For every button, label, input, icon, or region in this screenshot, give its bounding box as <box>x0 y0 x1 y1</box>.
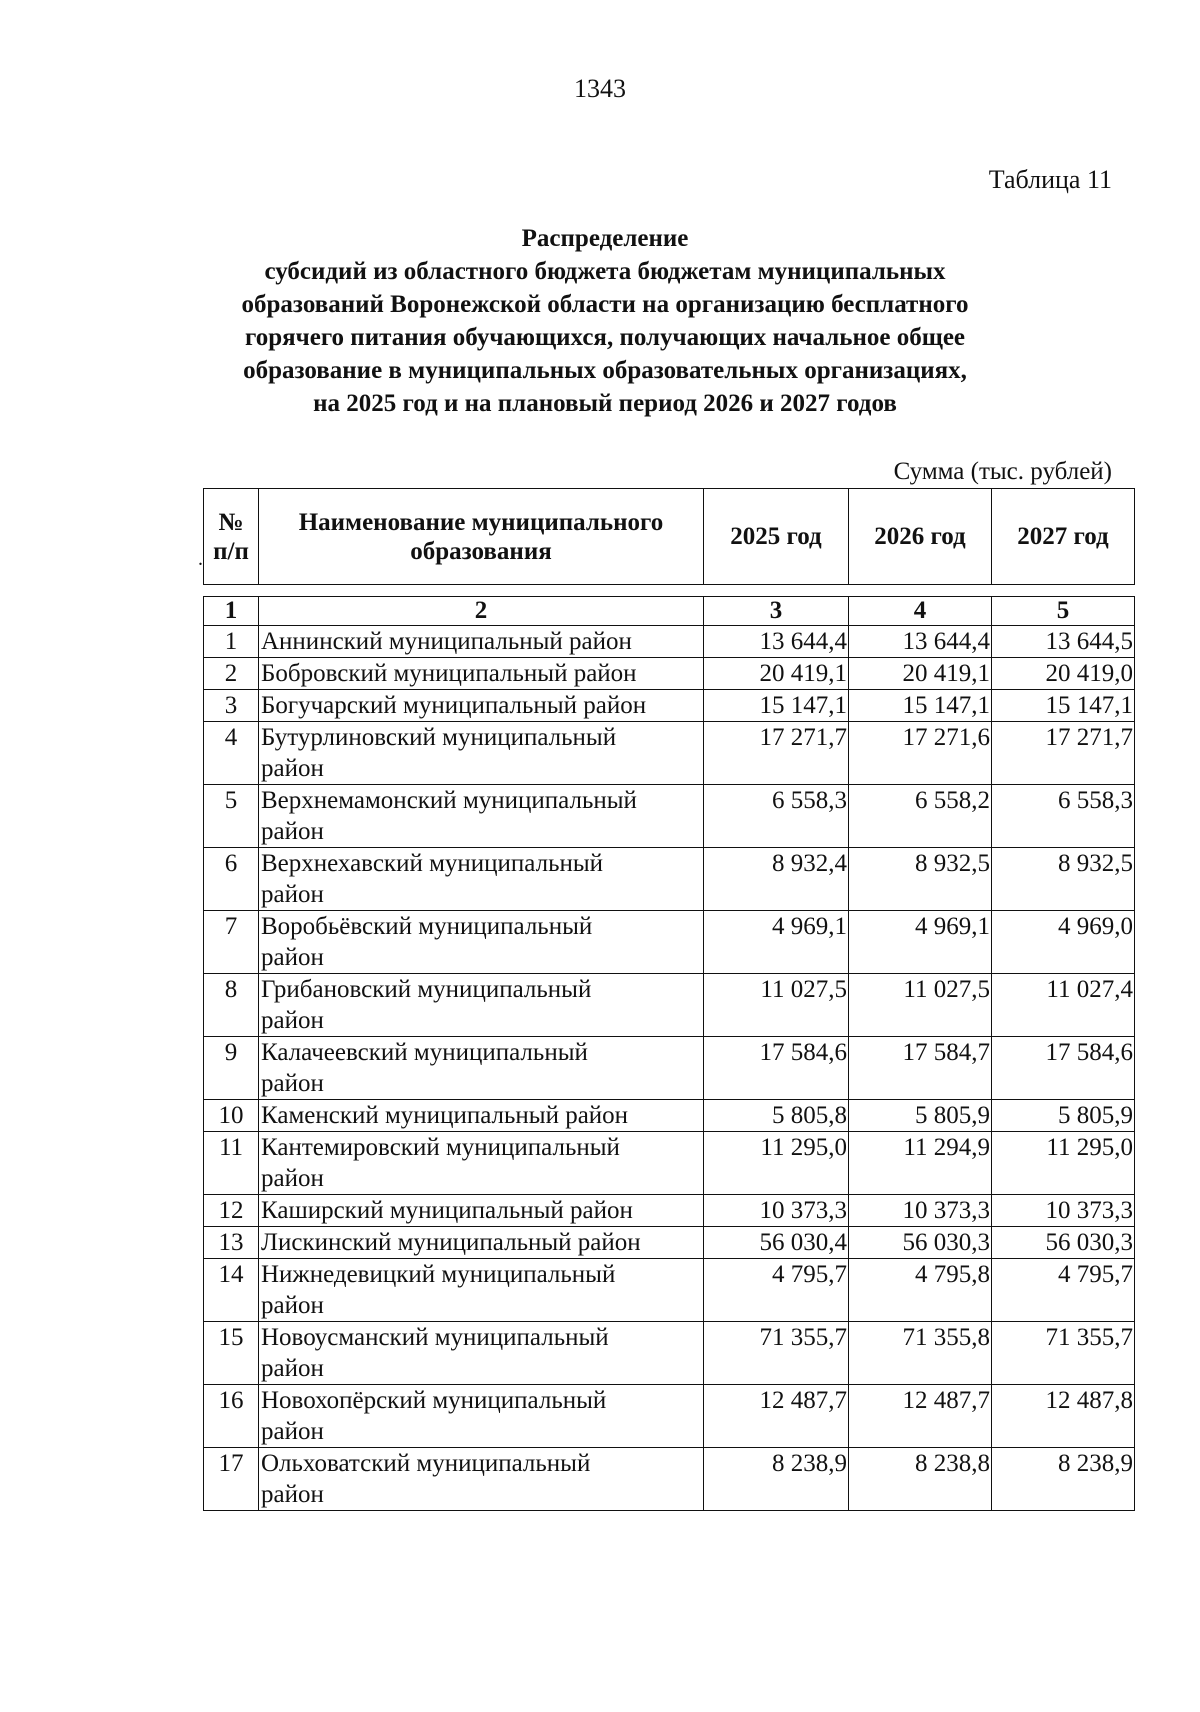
municipality-name-line: Ольховатский муниципальный <box>261 1450 591 1477</box>
table-row <box>204 1322 1135 1385</box>
row-number: 6 <box>204 848 259 911</box>
amount-2027: 8 932,5 <box>992 848 1135 911</box>
amount-2025: 71 355,7 <box>704 1322 849 1385</box>
amount-2027: 17 271,7 <box>992 722 1135 785</box>
amount-2026: 17 584,7 <box>849 1037 992 1100</box>
amount-2025: 17 271,7 <box>704 722 849 785</box>
amount-2025: 15 147,1 <box>704 690 849 722</box>
municipality-name <box>259 848 704 911</box>
row-number: 3 <box>204 690 259 722</box>
row-number: 17 <box>204 1448 259 1511</box>
municipality-name <box>259 911 704 974</box>
municipality-name <box>259 1132 704 1195</box>
amount-2025: 11 295,0 <box>704 1132 849 1195</box>
municipality-name-line: район <box>261 818 324 845</box>
municipality-name-line: район <box>261 1007 324 1034</box>
amount-2025: 12 487,7 <box>704 1385 849 1448</box>
amount-2026: 8 932,5 <box>849 848 992 911</box>
municipality-name <box>259 1227 704 1259</box>
amount-2027: 5 805,9 <box>992 1100 1135 1132</box>
municipality-name <box>259 690 704 722</box>
amount-2026: 5 805,9 <box>849 1100 992 1132</box>
amount-2027: 4 795,7 <box>992 1259 1135 1322</box>
table-row <box>204 626 1135 658</box>
municipality-name <box>259 722 704 785</box>
amount-2025: 10 373,3 <box>704 1195 849 1227</box>
units-note: Сумма (тыс. рублей) <box>893 458 1112 485</box>
column-number: 1 <box>204 597 259 626</box>
amount-2025: 11 027,5 <box>704 974 849 1037</box>
municipality-name-line: район <box>261 1355 324 1382</box>
header-2027: 2027 год <box>992 489 1135 585</box>
municipality-name-line: Верхнемамонский муниципальный <box>261 787 637 814</box>
municipality-name-line: Аннинский муниципальный район <box>261 628 632 655</box>
row-number: 13 <box>204 1227 259 1259</box>
municipality-name <box>259 1448 704 1511</box>
amount-2026: 13 644,4 <box>849 626 992 658</box>
amount-2026: 17 271,6 <box>849 722 992 785</box>
column-number-row <box>204 597 1135 626</box>
amount-2027: 12 487,8 <box>992 1385 1135 1448</box>
municipality-name <box>259 1100 704 1132</box>
municipality-name-line: район <box>261 755 324 782</box>
header-name-line: образования <box>410 537 552 565</box>
municipality-name <box>259 1385 704 1448</box>
table-header <box>203 488 1135 585</box>
amount-2027: 13 644,5 <box>992 626 1135 658</box>
header-num-line: № <box>218 508 244 536</box>
amount-2026: 4 969,1 <box>849 911 992 974</box>
heading-line: образование в муниципальных образовательных организациях, <box>243 357 967 384</box>
municipality-name-line: район <box>261 881 324 908</box>
municipality-name-line: Бутурлиновский муниципальный <box>261 724 617 751</box>
municipality-name <box>259 1195 704 1227</box>
amount-2027: 56 030,3 <box>992 1227 1135 1259</box>
amount-2026: 10 373,3 <box>849 1195 992 1227</box>
row-number: 10 <box>204 1100 259 1132</box>
row-number: 1 <box>204 626 259 658</box>
amount-2027: 15 147,1 <box>992 690 1135 722</box>
table-body <box>203 596 1135 1511</box>
table-row <box>204 974 1135 1037</box>
amount-2025: 4 969,1 <box>704 911 849 974</box>
column-number: 2 <box>259 597 704 626</box>
amount-2026: 6 558,2 <box>849 785 992 848</box>
municipality-name-line: Нижнедевицкий муниципальный <box>261 1261 616 1288</box>
header-name-line: Наименование муниципального <box>298 508 664 536</box>
table-row <box>204 1100 1135 1132</box>
header-name <box>259 489 704 585</box>
amount-2027: 17 584,6 <box>992 1037 1135 1100</box>
table-row <box>204 1448 1135 1511</box>
municipality-name <box>259 1259 704 1322</box>
row-number: 4 <box>204 722 259 785</box>
table-row <box>204 690 1135 722</box>
header-num <box>204 489 259 585</box>
amount-2026: 11 294,9 <box>849 1132 992 1195</box>
amount-2025: 13 644,4 <box>704 626 849 658</box>
table-row <box>204 1037 1135 1100</box>
row-number: 16 <box>204 1385 259 1448</box>
municipality-name-line: Новохопёрский муниципальный <box>261 1387 607 1414</box>
table-row <box>204 1259 1135 1322</box>
municipality-name-line: Бобровский муниципальный район <box>261 660 637 687</box>
amount-2026: 11 027,5 <box>849 974 992 1037</box>
row-number: 7 <box>204 911 259 974</box>
page-number: 1343 <box>574 74 626 103</box>
municipality-name-line: район <box>261 1292 324 1319</box>
municipality-name <box>259 1322 704 1385</box>
column-number: 5 <box>992 597 1135 626</box>
column-number: 4 <box>849 597 992 626</box>
table-row <box>204 1132 1135 1195</box>
amount-2025: 8 932,4 <box>704 848 849 911</box>
municipality-name-line: Воробьёвский муниципальный <box>261 913 593 940</box>
amount-2026: 4 795,8 <box>849 1259 992 1322</box>
document-heading <box>200 222 1010 420</box>
row-number: 2 <box>204 658 259 690</box>
amount-2027: 11 027,4 <box>992 974 1135 1037</box>
header-2026: 2026 год <box>849 489 992 585</box>
header-num-line: п/п <box>213 537 249 565</box>
table-row <box>204 722 1135 785</box>
table-row <box>204 658 1135 690</box>
row-number: 8 <box>204 974 259 1037</box>
amount-2025: 8 238,9 <box>704 1448 849 1511</box>
municipality-name <box>259 974 704 1037</box>
municipality-name <box>259 626 704 658</box>
municipality-name-line: Калачеевский муниципальный <box>261 1039 588 1066</box>
municipality-name-line: Лискинский муниципальный район <box>261 1229 641 1256</box>
row-number: 11 <box>204 1132 259 1195</box>
municipality-name <box>259 1037 704 1100</box>
municipality-name <box>259 658 704 690</box>
amount-2026: 20 419,1 <box>849 658 992 690</box>
table-row <box>204 1385 1135 1448</box>
municipality-name-line: Богучарский муниципальный район <box>261 692 647 719</box>
amount-2026: 71 355,8 <box>849 1322 992 1385</box>
row-number: 12 <box>204 1195 259 1227</box>
amount-2027: 20 419,0 <box>992 658 1135 690</box>
table-row <box>204 785 1135 848</box>
amount-2025: 6 558,3 <box>704 785 849 848</box>
amount-2025: 4 795,7 <box>704 1259 849 1322</box>
heading-line: Распределение <box>521 225 689 252</box>
table-row <box>204 911 1135 974</box>
amount-2027: 11 295,0 <box>992 1132 1135 1195</box>
amount-2025: 56 030,4 <box>704 1227 849 1259</box>
amount-2027: 6 558,3 <box>992 785 1135 848</box>
row-number: 9 <box>204 1037 259 1100</box>
municipality-name-line: район <box>261 1418 324 1445</box>
municipality-name-line: Каширский муниципальный район <box>261 1197 633 1224</box>
amount-2025: 20 419,1 <box>704 658 849 690</box>
table-row <box>204 848 1135 911</box>
amount-2026: 12 487,7 <box>849 1385 992 1448</box>
header-2025: 2025 год <box>704 489 849 585</box>
stray-mark: . <box>198 548 203 570</box>
amount-2027: 71 355,7 <box>992 1322 1135 1385</box>
row-number: 14 <box>204 1259 259 1322</box>
table-row <box>204 1195 1135 1227</box>
amount-2025: 5 805,8 <box>704 1100 849 1132</box>
municipality-name-line: район <box>261 1165 324 1192</box>
column-number: 3 <box>704 597 849 626</box>
row-number: 5 <box>204 785 259 848</box>
table-label: Таблица 11 <box>988 165 1112 194</box>
municipality-name-line: Кантемировский муниципальный <box>261 1134 620 1161</box>
heading-line: горячего питания обучающихся, получающих начальное общее <box>244 324 966 351</box>
amount-2027: 4 969,0 <box>992 911 1135 974</box>
heading-line: субсидий из областного бюджета бюджетам муниципальных <box>264 258 946 285</box>
municipality-name <box>259 785 704 848</box>
row-number: 15 <box>204 1322 259 1385</box>
amount-2026: 15 147,1 <box>849 690 992 722</box>
municipality-name-line: район <box>261 1481 324 1508</box>
amount-2026: 8 238,8 <box>849 1448 992 1511</box>
amount-2027: 8 238,9 <box>992 1448 1135 1511</box>
heading-line: на 2025 год и на плановый период 2026 и 2027 годов <box>313 390 897 417</box>
municipality-name-line: Новоусманский муниципальный <box>261 1324 609 1351</box>
amount-2027: 10 373,3 <box>992 1195 1135 1227</box>
amount-2026: 56 030,3 <box>849 1227 992 1259</box>
municipality-name-line: Верхнехавский муниципальный <box>261 850 604 877</box>
table-row <box>204 1227 1135 1259</box>
amount-2025: 17 584,6 <box>704 1037 849 1100</box>
heading-line: образований Воронежской области на организацию бесплатного <box>241 291 969 318</box>
municipality-name-line: Грибановский муниципальный <box>261 976 592 1003</box>
municipality-name-line: Каменский муниципальный район <box>261 1102 629 1129</box>
municipality-name-line: район <box>261 944 324 971</box>
municipality-name-line: район <box>261 1070 324 1097</box>
